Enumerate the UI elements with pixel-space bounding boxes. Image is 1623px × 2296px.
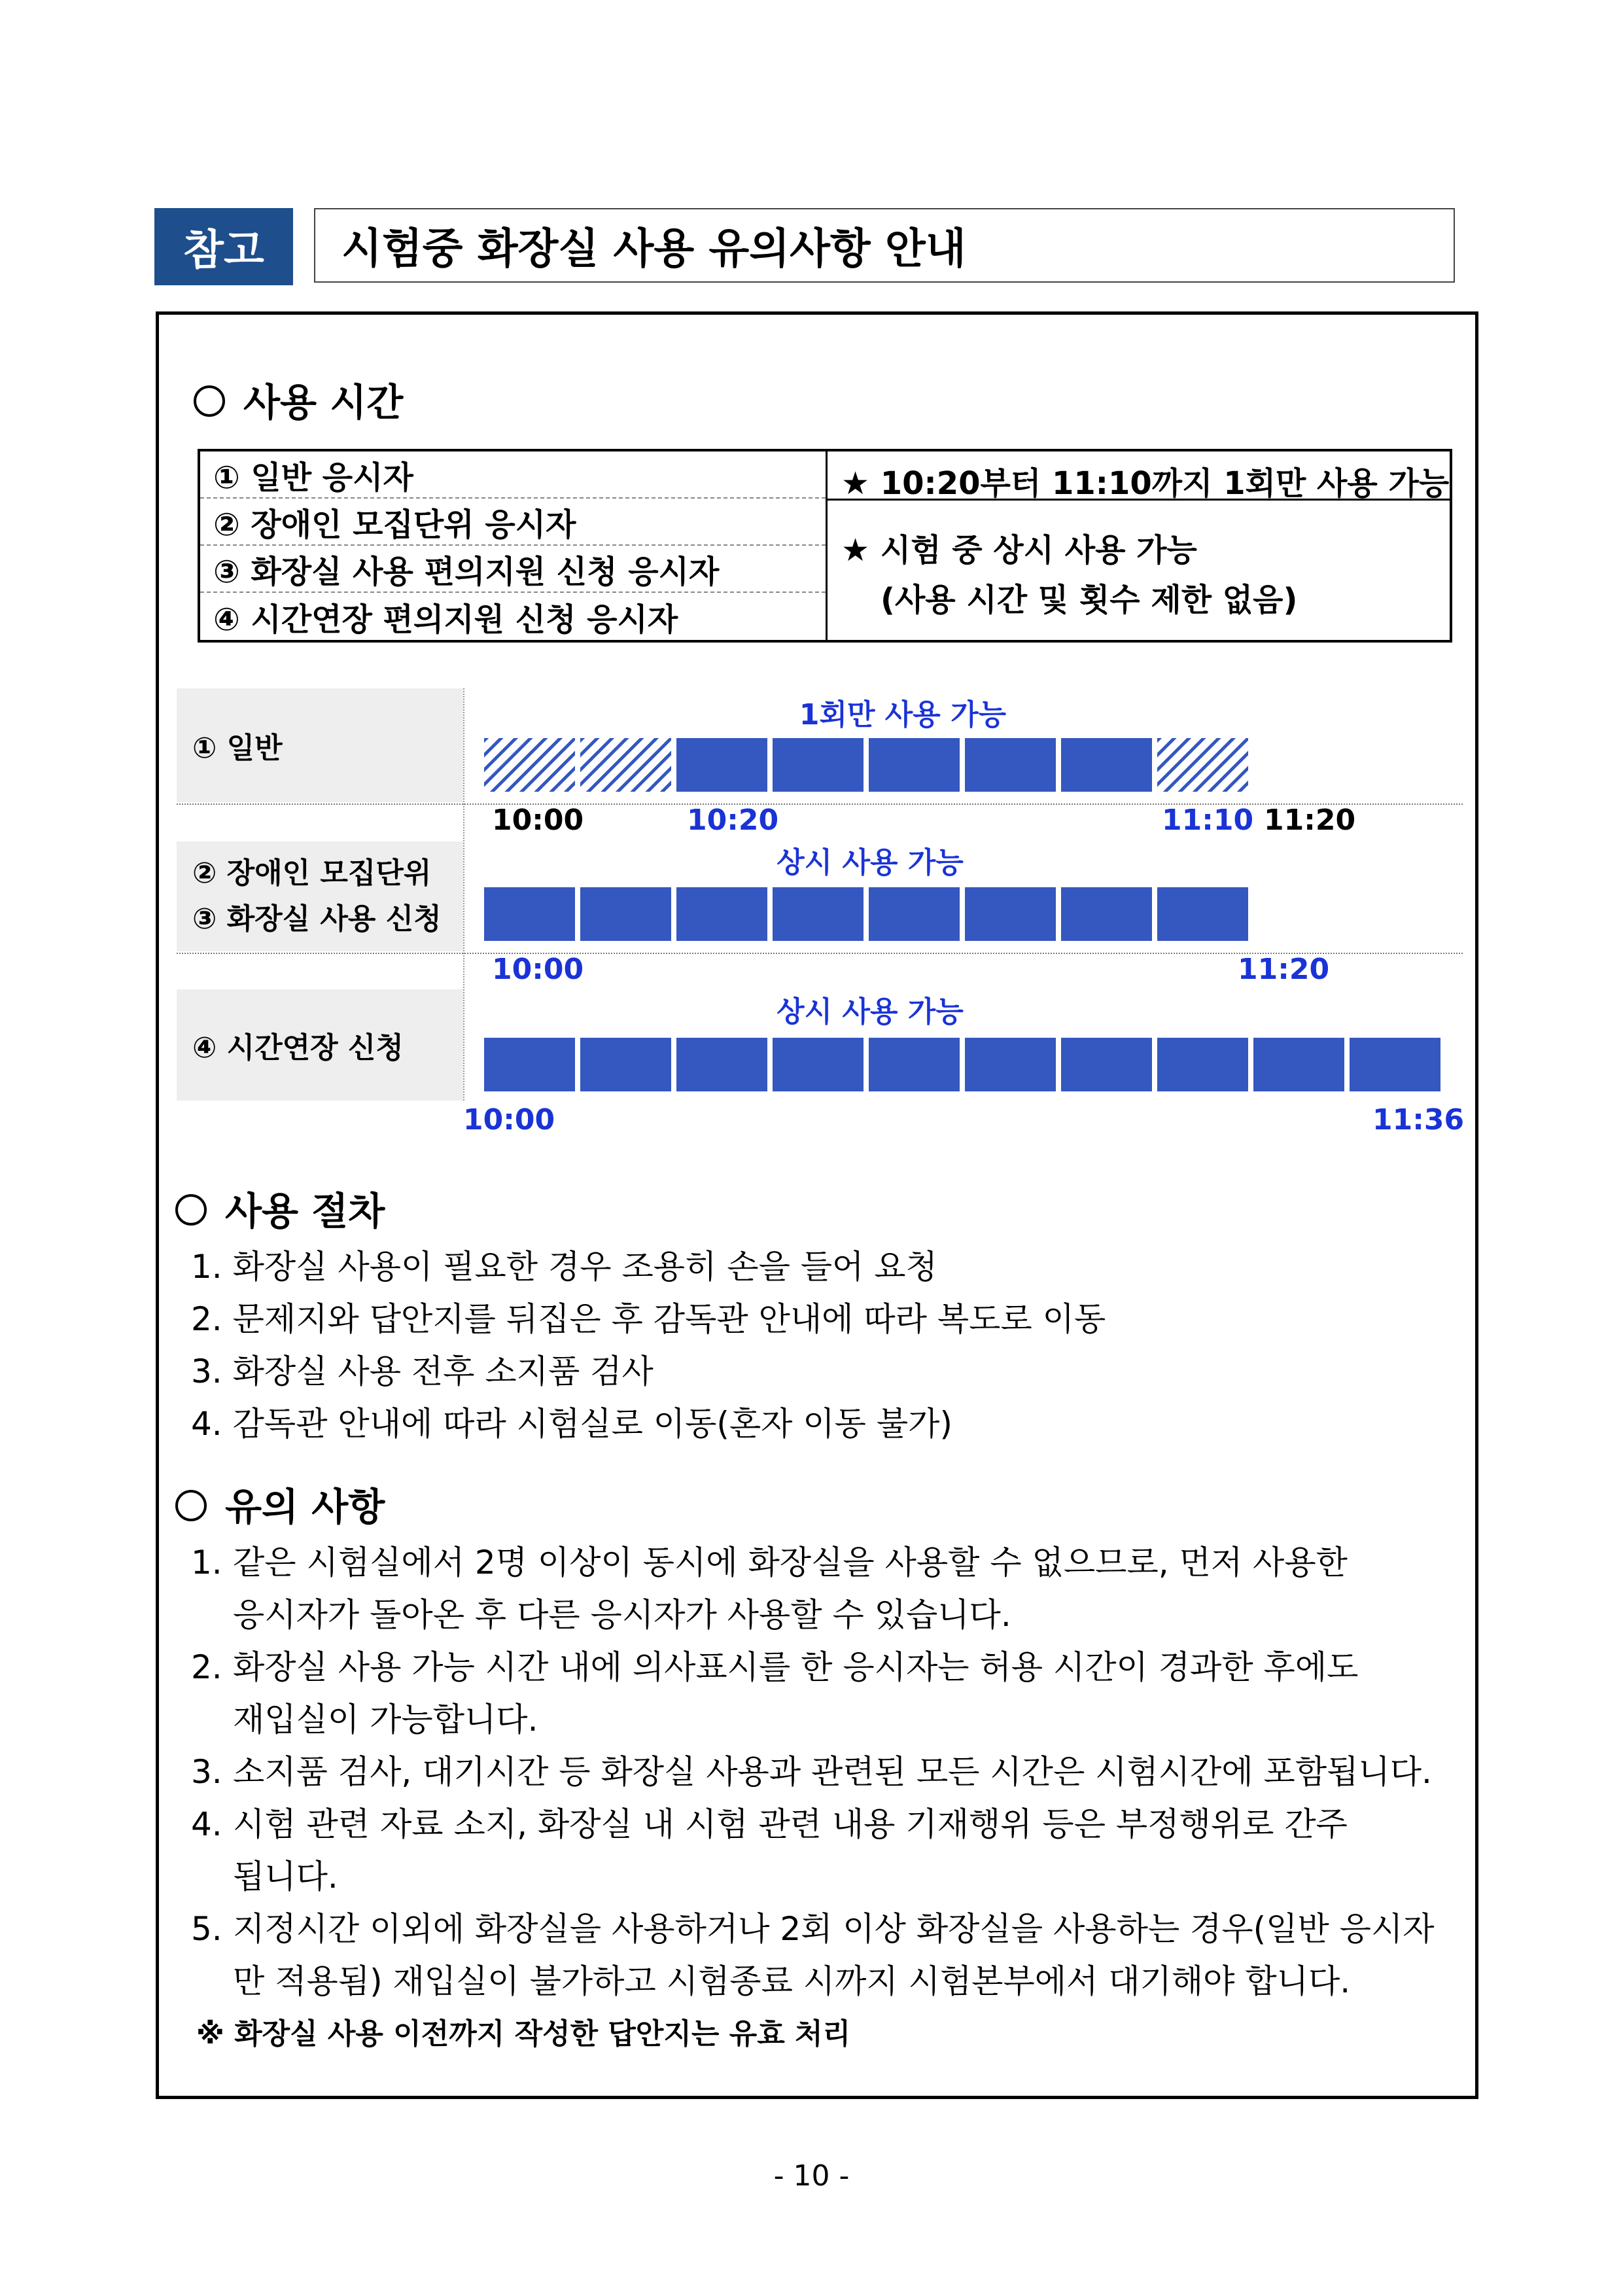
tick-label: 10:00 [463, 1103, 555, 1137]
notes-list [191, 1536, 1467, 2007]
timeline-label-disabled: ② 장애인 모집단위 [192, 857, 432, 890]
timeline-label-general: ① 일반 [177, 688, 463, 802]
timeline-segment-available [773, 1038, 864, 1091]
timeline-label-restroom: ③ 화장실 사용 신청 [192, 902, 442, 936]
list-item: 3. 화장실 사용 전후 소지품 검사 [191, 1352, 654, 1390]
timeline-segment-available [1061, 1038, 1152, 1091]
summary-always-rule: ★ 시험 중 상시 사용 가능 [841, 532, 1197, 569]
tick-label: 11:20 [1238, 953, 1330, 986]
timeline-segment-available [1061, 887, 1152, 941]
summary-general-rule: ★ 10:20부터 11:10까지 1회만 사용 가능 [841, 465, 1450, 502]
timeline-bars-general [484, 738, 1465, 793]
timeline-segment-available [1061, 738, 1152, 792]
timeline-bars-extension [484, 1038, 1465, 1093]
item-number: 1. [191, 1544, 222, 1581]
page-number: - 10 - [773, 2159, 850, 2193]
timeline-bars-always [484, 887, 1465, 942]
list-item: 1. 화장실 사용이 필요한 경우 조용히 손을 들어 요청 [191, 1248, 937, 1286]
circle-bullet-icon [194, 385, 225, 417]
timeline-label-always [177, 841, 463, 951]
summary-row-time-extension: ④ 시간연장 편의지원 신청 응시자 [213, 601, 678, 638]
list-item [191, 1536, 1467, 1589]
timeline-segment-available [484, 1038, 575, 1091]
item-number: 5. [191, 1910, 222, 1948]
list-item: 2. 문제지와 답안지를 뒤집은 후 감독관 안내에 따라 복도로 이동 [191, 1300, 1106, 1338]
procedure-list [191, 1241, 1460, 1450]
timeline-caption-general: 1회만 사용 가능 [799, 698, 1007, 732]
timeline-segment-available [773, 738, 864, 792]
list-item [191, 1798, 1467, 1850]
item-number: 2. [191, 1648, 222, 1686]
label-column-separator [463, 688, 464, 1101]
tick-label: 10:20 [687, 804, 779, 837]
item-text: 소지품 검사, 대기시간 등 화장실 사용과 관련된 모든 시간은 시험시간에 포함됩니다. [233, 1753, 1432, 1791]
circle-bullet-icon [175, 1490, 207, 1521]
timeline-segment-available [580, 887, 671, 941]
circle-bullet-icon [175, 1194, 207, 1226]
list-item-continuation: 응시자가 돌아온 후 다른 응시자가 사용할 수 있습니다. [233, 1596, 1011, 1634]
item-text: 시험 관련 자료 소지, 화장실 내 시험 관련 내용 기재행위 등은 부정행위로 간주 [233, 1805, 1348, 1843]
usage-summary-table [198, 449, 1452, 643]
item-text: 지정시간 이외에 화장실을 사용하거나 2회 이상 화장실을 사용하는 경우(일반 응시자 [233, 1910, 1435, 1948]
timeline-segment-available [580, 1038, 671, 1091]
list-item [191, 1641, 1467, 1693]
item-number: 4. [191, 1805, 222, 1843]
page-title: 시험중 화장실 사용 유의사항 안내 [314, 208, 1455, 283]
summary-row-disabled: ② 장애인 모집단위 응시자 [200, 499, 826, 546]
timeline-segment-available [965, 1038, 1056, 1091]
list-item-continuation: 재입실이 가능합니다. [233, 1701, 538, 1739]
table-divider [826, 451, 828, 640]
summary-row-general: ① 일반 응시자 [200, 451, 826, 499]
item-text: 같은 시험실에서 2명 이상이 동시에 화장실을 사용할 수 없으므로, 먼저 사용한 [233, 1544, 1348, 1581]
timeline-segment-available [1350, 1038, 1440, 1091]
timeline-segment-unavailable [580, 738, 671, 792]
timeline-segment-available [869, 738, 960, 792]
timeline-segment-available [1157, 887, 1248, 941]
section-heading-usage-time: 사용 시간 [194, 372, 403, 427]
section-heading-notes: 유의 사항 [175, 1476, 385, 1531]
timeline-segment-available [965, 887, 1056, 941]
summary-row-restroom-support: ③ 화장실 사용 편의지원 신청 응시자 [200, 546, 826, 593]
timeline-caption-always: 상시 사용 가능 [777, 846, 964, 879]
timeline-segment-available [676, 887, 767, 941]
tick-label: 10:00 [492, 804, 584, 837]
timeline-segment-available [965, 738, 1056, 792]
section-heading-procedure: 사용 절차 [175, 1180, 385, 1235]
tick-label: 11:36 [1372, 1103, 1465, 1137]
timeline-segment-unavailable [484, 738, 575, 792]
footnote: ※ 화장실 사용 이전까지 작성한 답안지는 유효 처리 [196, 2017, 851, 2051]
timeline-segment-available [1253, 1038, 1344, 1091]
timeline-segment-unavailable [1157, 738, 1248, 792]
item-text: 화장실 사용 가능 시간 내에 의사표시를 한 응시자는 허용 시간이 경과한 후에도 [233, 1648, 1359, 1686]
list-item [191, 1903, 1467, 1955]
timeline-segment-available [869, 1038, 960, 1091]
tick-label: 11:10 [1162, 804, 1254, 837]
timeline-segment-available [484, 887, 575, 941]
timeline-caption-extension: 상시 사용 가능 [777, 995, 964, 1029]
timeline-segment-available [676, 1038, 767, 1091]
list-item-continuation: 됩니다. [233, 1858, 338, 1896]
summary-always-rule-note: (사용 시간 및 횟수 제한 없음) [881, 582, 1298, 618]
list-item [191, 1746, 1467, 1798]
timeline-segment-available [773, 887, 864, 941]
timeline-segment-available [1157, 1038, 1248, 1091]
item-number: 3. [191, 1753, 222, 1791]
timeline-label-extension: ④ 시간연장 신청 [177, 989, 463, 1101]
tick-label: 11:20 [1264, 804, 1356, 837]
list-item: 4. 감독관 안내에 따라 시험실로 이동(혼자 이동 불가) [191, 1405, 952, 1443]
timeline-segment-available [676, 738, 767, 792]
tick-label: 10:00 [492, 953, 584, 986]
list-item-continuation: 만 적용됨) 재입실이 불가하고 시험종료 시까지 시험본부에서 대기해야 합니다. [233, 1962, 1351, 2000]
reference-tag: 참고 [154, 208, 293, 285]
timeline-segment-available [869, 887, 960, 941]
